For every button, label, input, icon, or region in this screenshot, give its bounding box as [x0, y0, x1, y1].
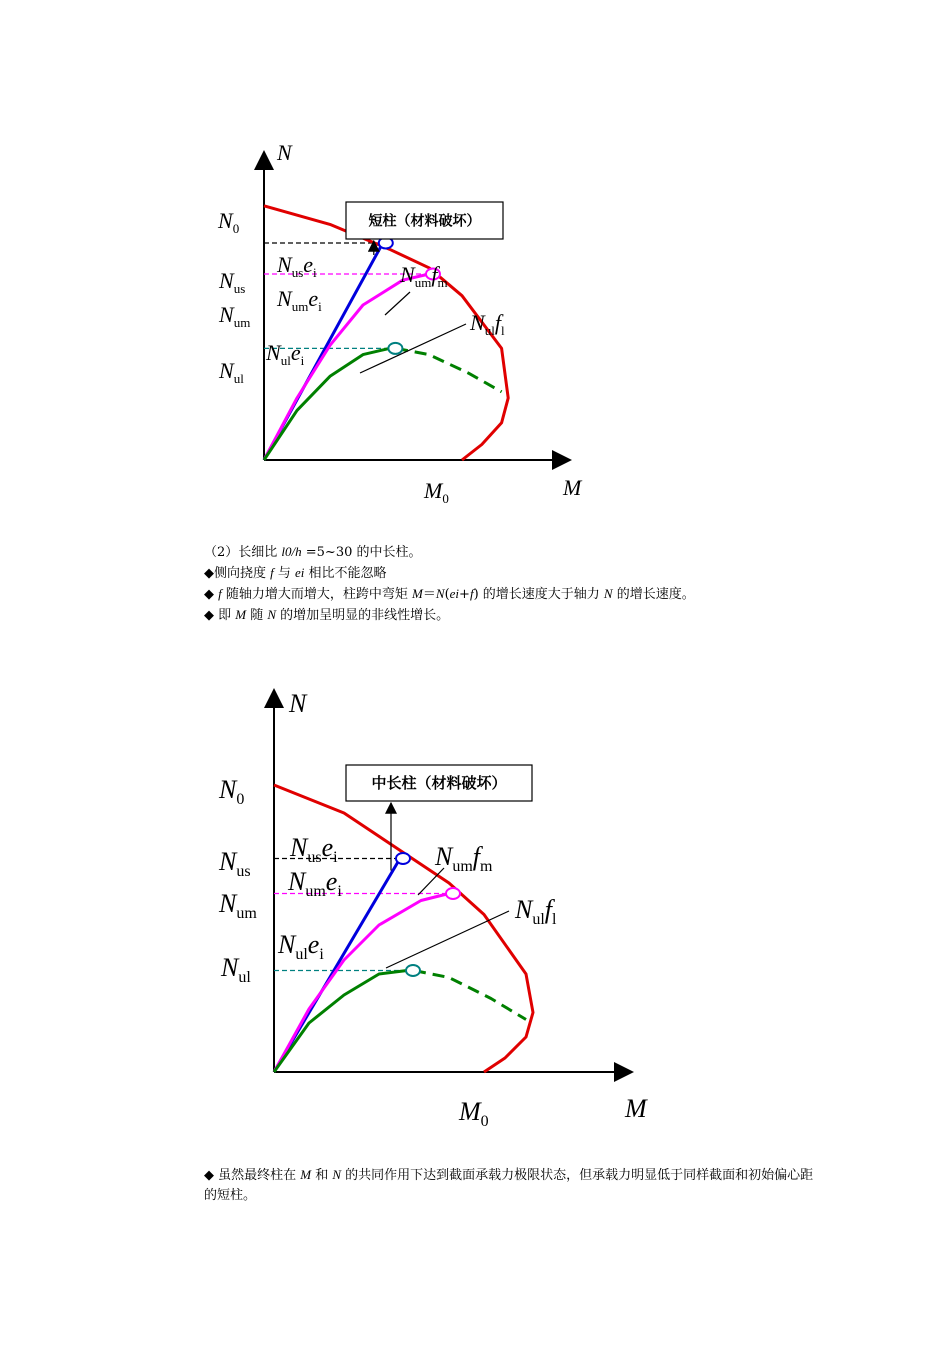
figure-medium-column	[218, 689, 648, 1130]
annotation-2	[277, 930, 324, 963]
annotation-4-main: N	[470, 310, 485, 335]
annotation-0-sub: us	[291, 265, 304, 280]
m0-tick-label	[423, 478, 449, 506]
annotation-2-tail-sub: i	[319, 946, 324, 963]
num-tick-label	[218, 889, 257, 922]
annotation-0-sub: us	[307, 849, 322, 866]
long-column-unstable-line	[396, 348, 502, 391]
x-axis-label: M	[563, 475, 582, 500]
annotation-1-tail: e	[325, 867, 338, 896]
leader-line-0	[385, 292, 410, 315]
annotation-4-sub: ul	[484, 323, 495, 338]
medium-column-failure-point	[446, 888, 460, 899]
annotation-3-main: N	[435, 842, 453, 871]
annotation-2-main: N	[278, 930, 296, 959]
nul-tick-label-main: N	[221, 953, 239, 982]
annotation-1-main: N	[288, 867, 306, 896]
text-block-1	[204, 542, 814, 626]
annotation-1	[276, 286, 322, 314]
num-tick-label-main: N	[219, 889, 237, 918]
annotation-3-sub: um	[414, 275, 432, 290]
m0-tick-label-sub: 0	[442, 491, 449, 506]
medium-column-line	[274, 894, 449, 1073]
num-tick-label-sub: um	[236, 905, 257, 922]
nus-tick-label-main: N	[219, 847, 237, 876]
annotation-0	[289, 833, 338, 866]
interaction-curve-line	[274, 785, 533, 1072]
annotation-0-tail: e	[321, 833, 334, 862]
annotation-0-tail-sub: i	[333, 849, 338, 866]
nus-tick-label-sub: us	[236, 863, 251, 880]
nus-tick-label-main: N	[219, 268, 234, 293]
paragraph-slenderness: （2）长细比 l0/h =5~30 的中长柱。	[204, 544, 422, 560]
num-tick-label	[218, 302, 250, 330]
annotation-2-sub: ul	[295, 946, 308, 963]
m0-tick-label-sub: 0	[480, 1113, 489, 1130]
annotation-1-main: N	[277, 286, 292, 311]
annotation-2-main: N	[266, 340, 281, 365]
nus-tick-label	[218, 847, 251, 880]
annotation-3-main: N	[400, 262, 415, 287]
paragraph-moment-growth: ◆ f 随轴力增大而增大，柱跨中弯矩 M＝N(ei+f) 的增长速度大于轴力 N 的增长速度。	[204, 586, 695, 602]
annotation-4-tail: f	[544, 895, 553, 924]
paragraph-deflection: ◆侧向挠度 f 与 ei 相比不能忽略	[204, 565, 387, 581]
annotation-2	[265, 340, 305, 368]
annotation-3-tail-sub: m	[480, 858, 493, 875]
long-column-line	[274, 971, 407, 1073]
figure-short-column	[217, 140, 583, 506]
nul-tick-label	[220, 953, 251, 986]
n0-tick-label	[217, 208, 239, 236]
n0-tick-label	[218, 775, 244, 808]
paragraph-nonlinear: ◆ 即 M 随 N 的增加呈明显的非线性增长。	[204, 607, 450, 623]
paragraph-conclusion: ◆ 虽然最终柱在 M 和 N 的共同作用下达到截面承载力极限状态，但承载力明显低于同样截面和初始偏心距的短柱。	[204, 1167, 814, 1203]
text-block-2	[204, 1165, 814, 1206]
annotation-4	[514, 895, 557, 928]
y-axis-label: N	[289, 689, 307, 718]
annotation-4-main: N	[515, 895, 533, 924]
num-tick-label-sub: um	[233, 315, 251, 330]
annotation-4-sub: ul	[532, 911, 545, 928]
n0-tick-label-sub: 0	[236, 791, 245, 808]
m0-tick-label-main: M	[424, 478, 443, 503]
annotation-1-tail-sub: i	[337, 883, 342, 900]
annotation-3-tail: f	[472, 842, 481, 871]
annotation-0-main: N	[277, 252, 292, 277]
n0-tick-label-main: N	[219, 775, 237, 804]
m0-tick-label	[458, 1097, 489, 1130]
annotation-1-sub: um	[305, 883, 326, 900]
annotation-0	[276, 252, 317, 280]
annotation-3-tail-sub: m	[437, 275, 448, 290]
nul-tick-label-sub: ul	[233, 371, 244, 386]
annotation-2-tail: e	[307, 930, 320, 959]
y-axis-label: N	[277, 140, 292, 165]
n0-tick-label-main: N	[218, 208, 233, 233]
annotation-3	[434, 842, 493, 875]
annotation-0-tail-sub: i	[313, 265, 317, 280]
annotation-4	[469, 310, 505, 338]
annotation-2-sub: ul	[280, 353, 291, 368]
annotation-4-tail-sub: l	[552, 911, 557, 928]
annotation-0-main: N	[290, 833, 308, 862]
x-axis-label: M	[625, 1094, 647, 1123]
annotation-4-tail: f	[494, 310, 501, 335]
annotation-2-tail: e	[290, 340, 301, 365]
long-column-unstable-line	[414, 971, 526, 1020]
chart-title: 中长柱（材料破坏）	[371, 774, 507, 792]
num-tick-label-main: N	[219, 302, 234, 327]
long-column-failure-point	[388, 343, 402, 354]
nus-tick-label-sub: us	[233, 281, 246, 296]
n0-tick-label-sub: 0	[232, 221, 240, 236]
annotation-2-tail-sub: i	[300, 353, 305, 368]
annotation-1-tail: e	[308, 286, 319, 311]
nul-tick-label	[218, 358, 244, 386]
chart-title: 短柱（材料破坏）	[368, 213, 481, 230]
annotation-1-sub: um	[291, 299, 309, 314]
m0-tick-label-main: M	[459, 1097, 481, 1126]
short-column-failure-point	[396, 853, 410, 864]
leader-line-1	[386, 911, 509, 968]
annotation-1	[287, 867, 342, 900]
annotation-3-sub: um	[452, 858, 473, 875]
annotation-3-tail: f	[431, 262, 438, 287]
annotation-0-tail: e	[303, 252, 314, 277]
nul-tick-label-main: N	[219, 358, 234, 383]
annotation-1-tail-sub: i	[318, 299, 322, 314]
annotation-4-tail-sub: l	[500, 323, 505, 338]
long-column-failure-point	[406, 965, 420, 976]
nus-tick-label	[218, 268, 245, 296]
nul-tick-label-sub: ul	[238, 969, 251, 986]
